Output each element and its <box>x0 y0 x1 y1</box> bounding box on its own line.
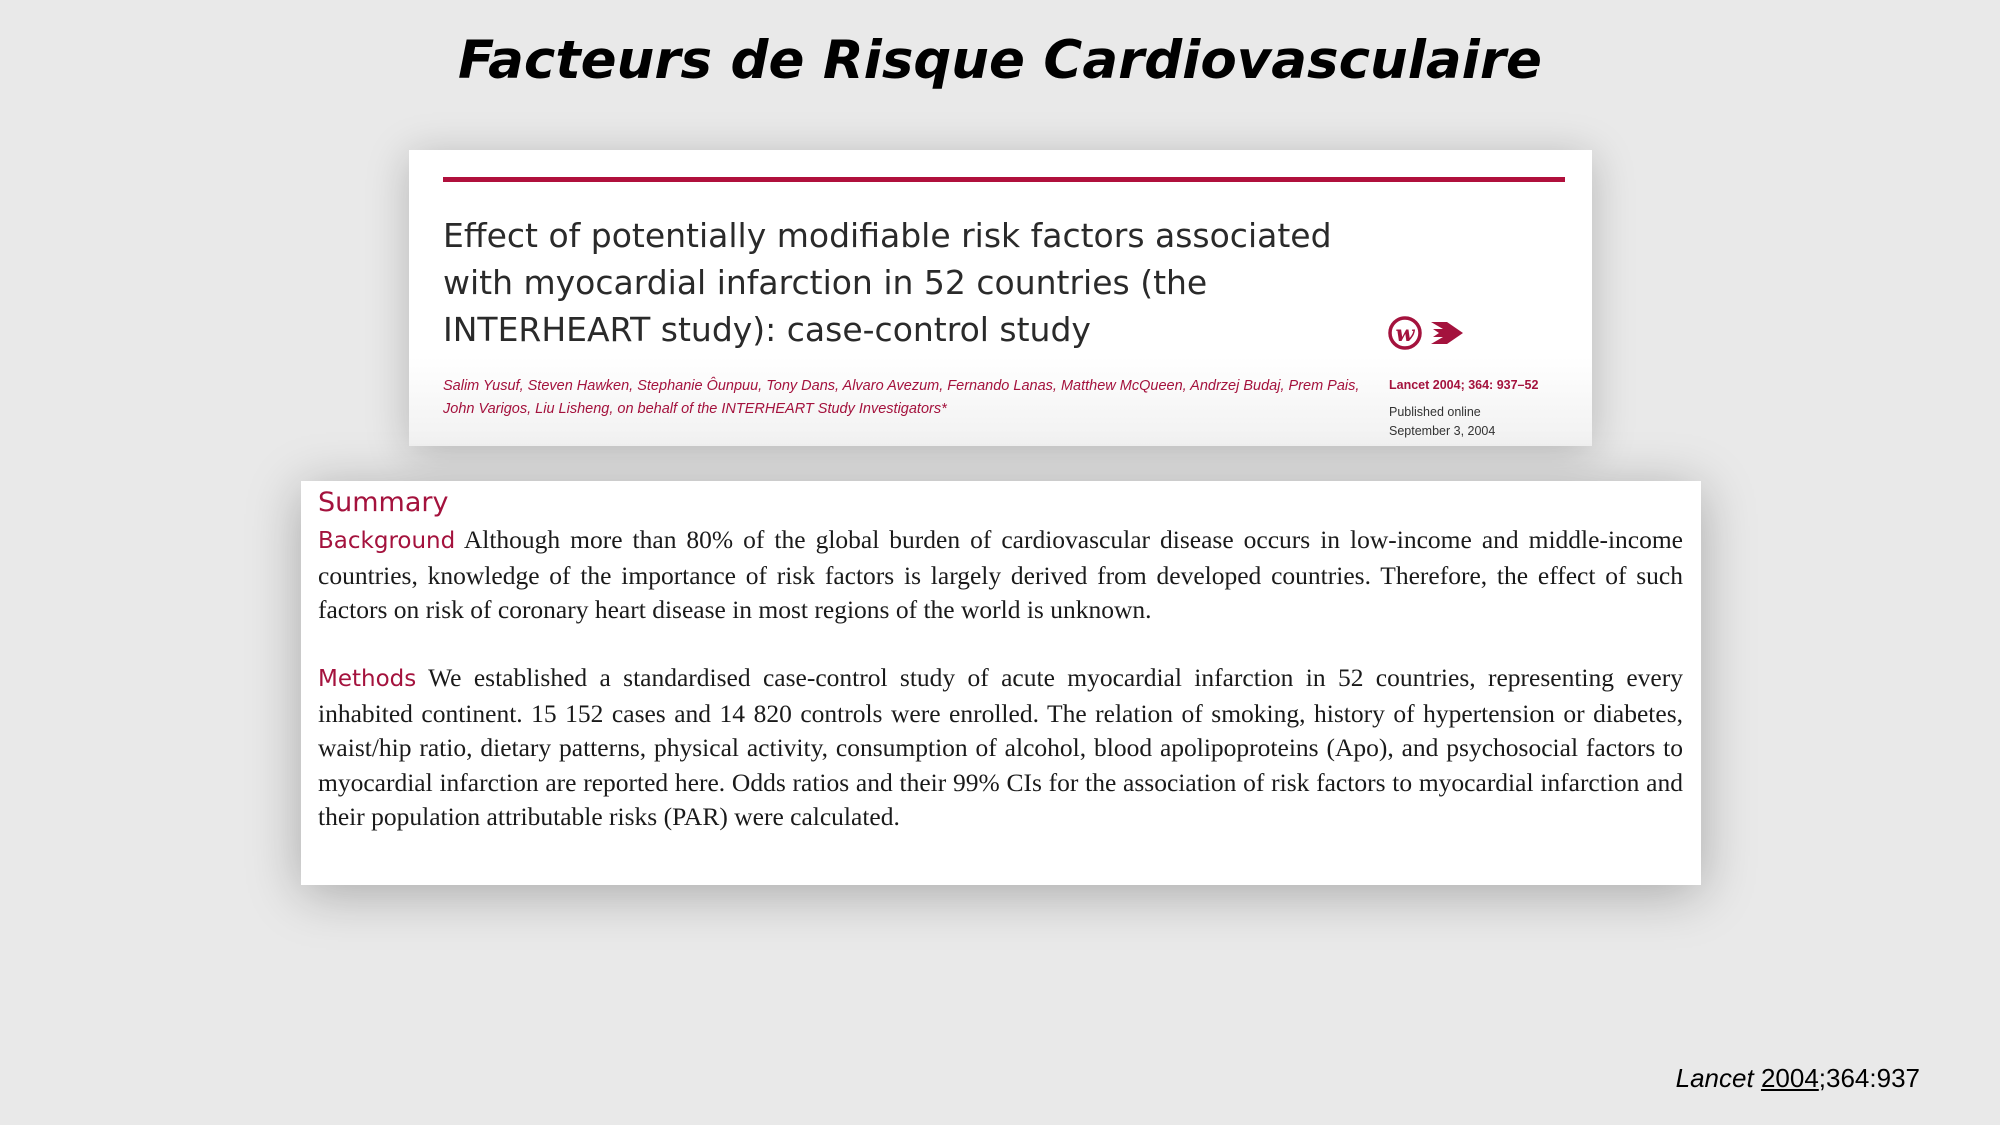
journal-citation: Lancet 2004; 364: 937–52 <box>1389 378 1539 392</box>
reference-journal: Lancet <box>1675 1063 1754 1093</box>
methods-label: Methods <box>318 666 417 692</box>
methods-text: We established a standardised case-control study of acute myocardial infarction in 52 countries, representing every inhabited continent. 15 152 cases and 14 820 controls were enrolled. The relation of smoking, history of hypertension or diabetes, waist/hip ratio, dietary patterns, physical activity, consumption of alcohol, blood apolipoproteins (Apo), and psychosocial factors to myocardial infarction are reported here. Odds ratios and their 99% CIs for the association of risk factors to myocardial infarction and their population attributable risks (PAR) were calculated. <box>318 663 1683 831</box>
published-online <box>1389 403 1569 441</box>
header-divider <box>443 177 1565 182</box>
reference-year[interactable]: 2004 <box>1760 1063 1819 1093</box>
article-title: Effect of potentially modifiable risk factors associated with myocardial infarction in 52 countries (the INTERHEART study): case-control study <box>443 216 1332 349</box>
article-authors: Salim Yusuf, Steven Hawken, Stephanie Ôunpuu, Tony Dans, Alvaro Avezum, Fernando Lanas, Matthew McQueen, Andrzej Budaj, Prem Pais, John Varigos, Liu Lisheng, on behalf of the INTERHEART Study Investigators* <box>443 378 1360 417</box>
reference-pages: ;364:937 <box>1818 1063 1920 1093</box>
published-label: Published online <box>1389 405 1481 419</box>
arrow-forward-icon <box>1431 322 1463 344</box>
summary-card <box>301 481 1701 885</box>
slide-title: Facteurs de Risque Cardiovasculaire <box>458 30 1542 91</box>
journal-logo-icons <box>1387 310 1477 356</box>
summary-heading: Summary <box>318 487 449 518</box>
methods-paragraph <box>318 661 1683 835</box>
background-text: Although more than 80% of the global burden of cardiovascular disease occurs in low-income and middle-income countries, knowledge of the importance of risk factors is largely derived from developed countries. Therefore, the effect of such factors on risk of coronary heart disease in most regions of the world is unknown. <box>318 525 1684 624</box>
web-at-icon <box>1390 318 1420 348</box>
article-header-card <box>409 150 1592 446</box>
background-paragraph <box>318 523 1683 628</box>
published-date: September 3, 2004 <box>1389 424 1496 438</box>
svg-text:w: w <box>1395 321 1415 347</box>
background-label: Background <box>318 528 456 554</box>
source-reference <box>1676 1063 1920 1094</box>
